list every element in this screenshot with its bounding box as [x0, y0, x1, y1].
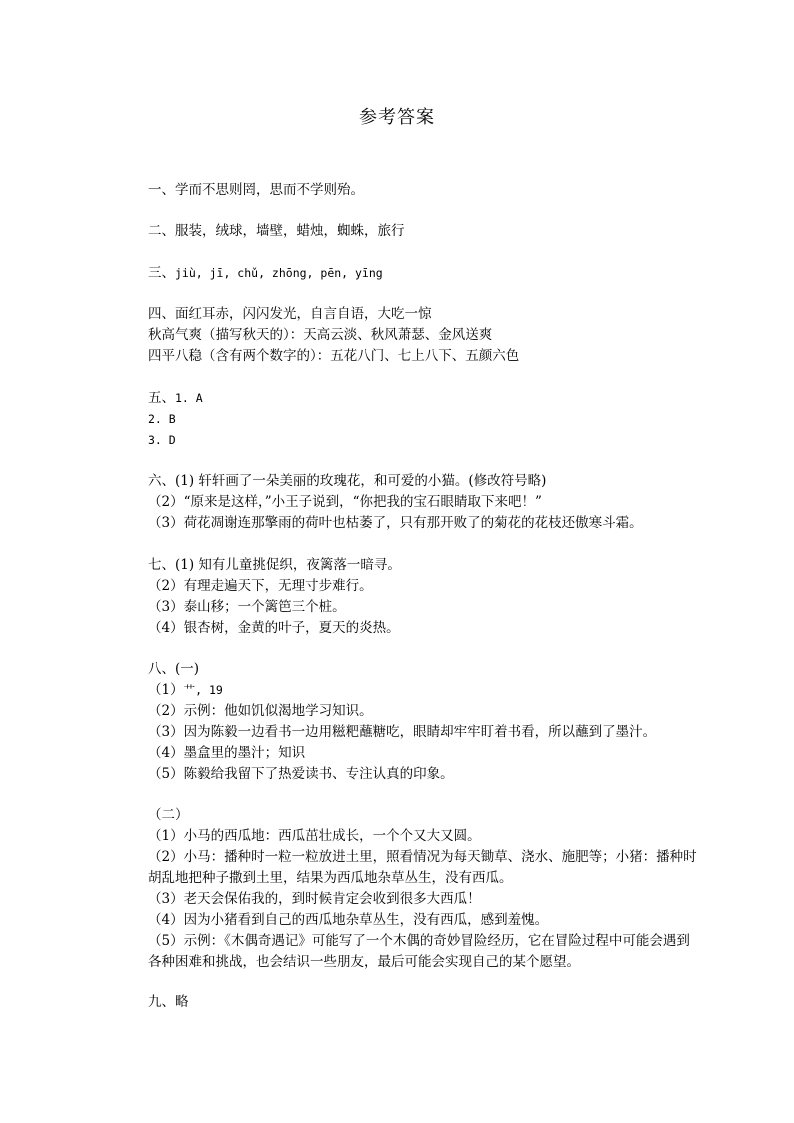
answer-section-8b-line-6: （4）因为小猪看到自己的西瓜地杂草丛生，没有西瓜，感到羞愧。 [148, 912, 549, 928]
section-8-line-2-prefix: （1） [148, 682, 184, 698]
answer-section-4-line-2: 秋高气爽（描写秋天的）：天高云淡、秋风萧瑟、金风送爽 [148, 327, 493, 343]
answer-section-8b-line-7: （5）示例：《木偶奇遇记》可能写了一个木偶的奇妙冒险经历，它在冒险过程中可能会遇到 [148, 933, 690, 949]
answer-section-8b-line-8: 各种困难和挑战，也会结识一些朋友，最后可能会实现自己的某个愿望。 [148, 954, 580, 970]
answer-section-5-item-3: 3. D [148, 433, 176, 447]
answer-section-8-line-5: （4）墨盒里的墨汁；知识 [148, 745, 306, 761]
answer-section-3 [148, 263, 748, 283]
answer-section-8b-line-5: （3）老天会保佑我的，到时候肯定会收到很多大西瓜！ [148, 891, 481, 907]
section-8-line-2-value: 艹, 19 [183, 683, 223, 697]
answer-section-6-line-1: 六、(1) 轩轩画了一朵美丽的玫瑰花，和可爱的小猫。(修改符号略) [148, 473, 547, 489]
answer-section-8-line-4: （3）因为陈毅一边看书一边用糍粑蘸糖吃，眼睛却牢牢盯着书看，所以蘸到了墨汁。 [148, 724, 657, 740]
answer-section-8-line-2 [148, 680, 748, 700]
section-3-pinyin: jiù, jī, chǔ, zhōng, pēn, yīng [175, 266, 383, 280]
page-title: 参考答案 [359, 107, 435, 128]
answer-section-5-item-1 [148, 388, 748, 408]
answer-section-6-line-3: （3）荷花凋谢连那擎雨的荷叶也枯萎了，只有那开败了的菊花的花枝还傲寒斗霜。 [148, 515, 643, 531]
answer-section-8b-line-2: （1）小马的西瓜地：西瓜茁壮成长，一个个又大又圆。 [148, 828, 481, 844]
section-5-item-1-text: 1. A [175, 391, 203, 405]
answer-section-8-heading: 八、(一) [148, 661, 200, 677]
answer-section-8b-line-3: （2）小马：播种时一粒一粒放进土里，照看情况为每天锄草、浇水、施肥等；小猪：播种时 [148, 849, 697, 865]
answer-section-2: 二、服装，绒球，墙壁，蜡烛，蜘蛛，旅行 [148, 223, 405, 239]
section-3-prefix: 三、 [148, 265, 175, 281]
section-5-prefix: 五、 [148, 390, 175, 406]
answer-section-8-line-6: （5）陈毅给我留下了热爱读书、专注认真的印象。 [148, 766, 454, 782]
answer-section-7-line-2: （2）有理走遍天下，无理寸步难行。 [148, 578, 373, 594]
answer-section-7-line-4: （4）银杏树，金黄的叶子，夏天的炎热。 [148, 620, 400, 636]
answer-section-5-item-2: 2. B [148, 412, 176, 426]
answer-section-9: 九、略 [148, 994, 189, 1010]
answer-section-1: 一、学而不思则罔，思而不学则殆。 [148, 182, 364, 198]
answer-section-7-line-1: 七、(1) 知有儿童挑促织，夜篱落一暗寻。 [148, 557, 401, 573]
answer-section-7-line-3: （3）泰山移；一个篱笆三个桩。 [148, 599, 346, 615]
answer-section-8b-heading: （二） [148, 807, 189, 823]
answer-section-4-line-1: 四、面红耳赤，闪闪发光，自言自语，大吃一惊 [148, 306, 432, 322]
answer-section-8b-line-4: 胡乱地把种子撒到土里，结果为西瓜地杂草丛生，没有西瓜。 [148, 870, 513, 886]
answer-section-4-line-3: 四平八稳（含有两个数字的）：五花八门、七上八下、五颜六色 [148, 348, 520, 364]
answer-section-8-line-3: （2）示例：他如饥似渴地学习知识。 [148, 703, 373, 719]
answer-section-6-line-2: （2）“原来是这样，”小王子说到，“你把我的宝石眼睛取下来吧！” [148, 494, 542, 510]
